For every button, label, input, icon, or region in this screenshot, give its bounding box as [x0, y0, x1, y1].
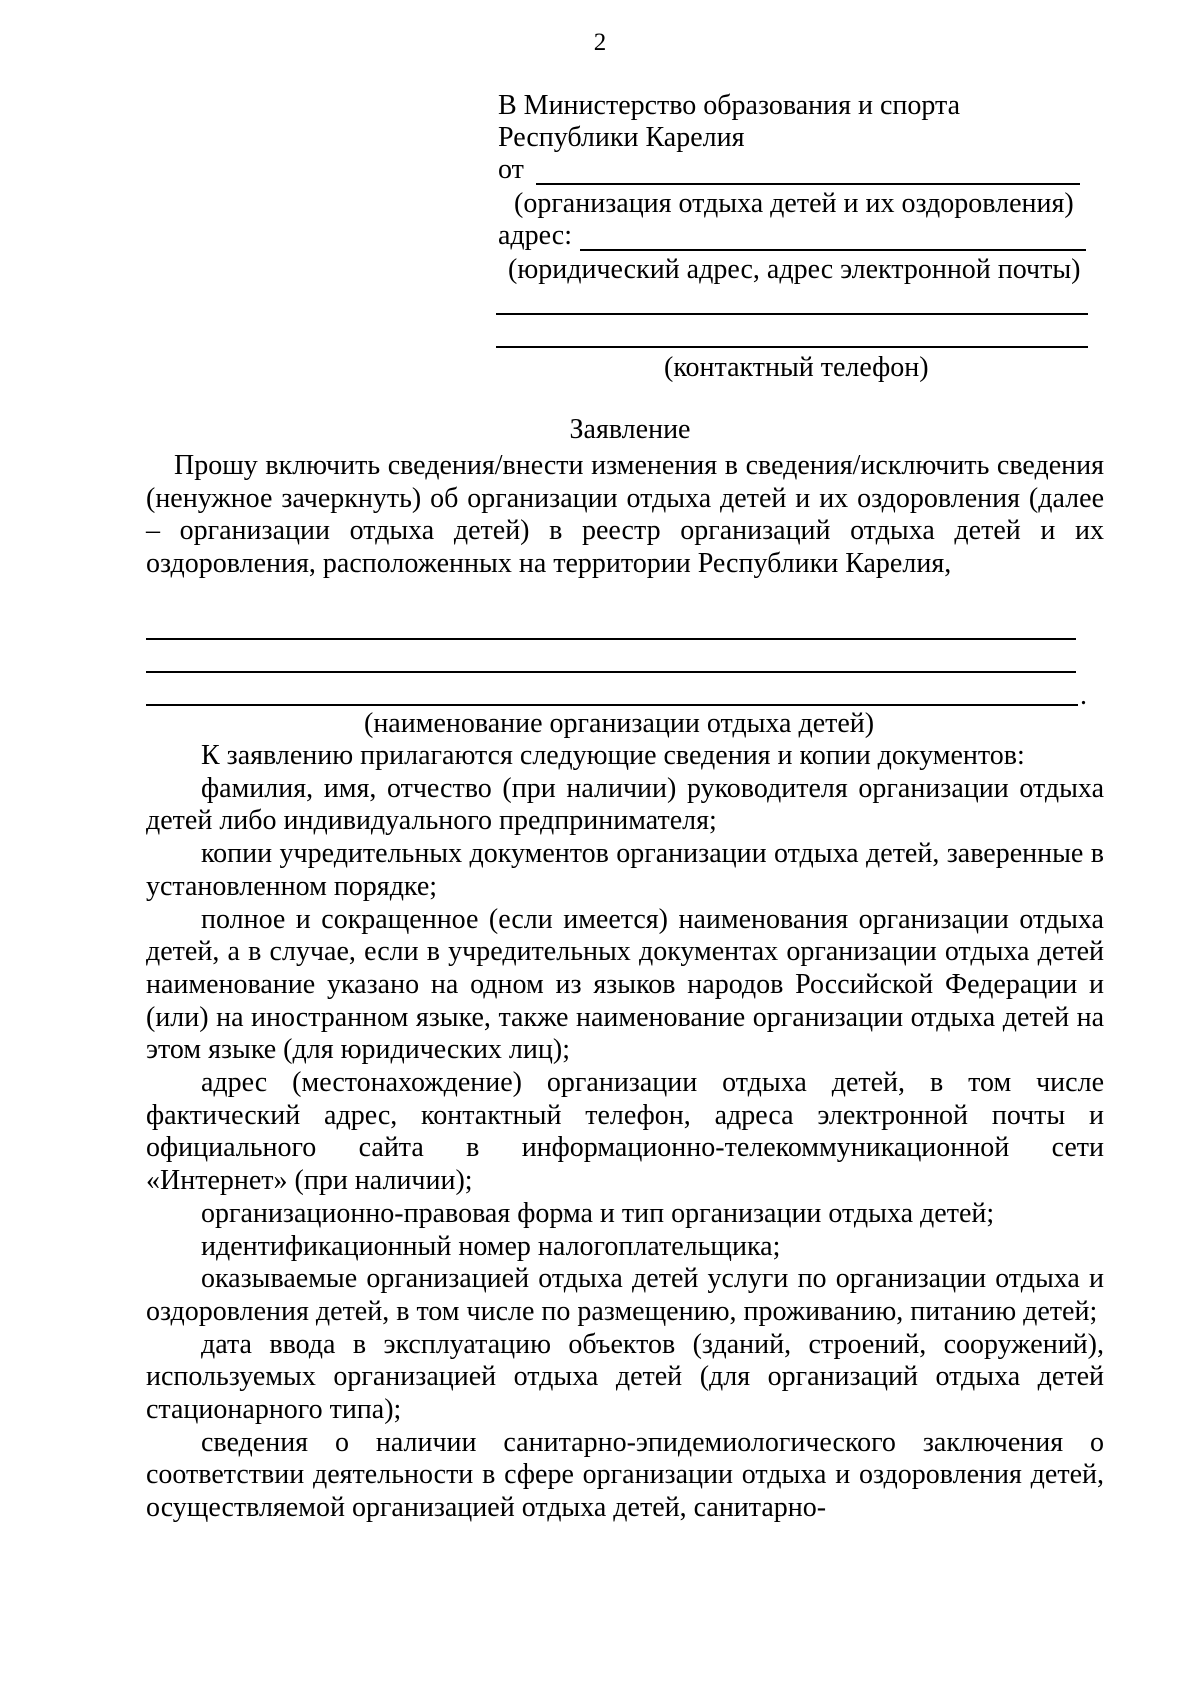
attachment-item: полное и сокращенное (если имеется) наименования организации отдыха детей, а в случае, если в учредительных документах организации отдыха детей наименование указано на одном из языков народов Российской Федерации и (или) на иностранном языке, также наименование организации отдыха детей на этом языке (для юридических лиц); — [146, 903, 1104, 1066]
address-fill-line — [580, 249, 1086, 251]
attachments-block — [146, 740, 1104, 1525]
from-fill-line — [536, 183, 1080, 185]
from-label: от — [498, 154, 524, 185]
attachment-item: адрес (местонахождение) организации отдыха детей, в том числе фактический адрес, контактный телефон, адреса электронной почты и официального сайта в информационно-телекоммуникационной сети «Интернет» (при наличии); — [146, 1067, 1104, 1197]
attachment-item: сведения о наличии санитарно-эпидемиологического заключения о соответствии деятельности в сфере организации отдыха и оздоровления детей, осуществляемой организацией отдыха детей, санитарно- — [146, 1426, 1104, 1524]
name-fill-line-2 — [146, 671, 1076, 673]
document-title: Заявление — [569, 414, 691, 445]
name-caption: (наименование организации отдыха детей) — [364, 708, 875, 739]
contact-fill-line-1 — [496, 313, 1088, 315]
attachments-intro: К заявлению прилагаются следующие сведения и копии документов: — [201, 740, 1025, 771]
recipient-line-1: В Министерство образования и спорта — [498, 90, 961, 121]
name-fill-line-1 — [146, 638, 1076, 640]
attachment-item: копии учредительных документов организации отдыха детей, заверенные в установленном порядке; — [146, 838, 1104, 902]
address-label: адрес: — [498, 220, 573, 251]
contact-fill-line-2 — [496, 346, 1088, 348]
request-paragraph-block — [146, 450, 1104, 581]
address-caption: (юридический адрес, адрес электронной почты) — [508, 254, 1081, 285]
attachment-item: дата ввода в эксплуатацию объектов (зданий, строений, сооружений), используемых организацией отдыха детей (для организаций отдыха детей стационарного типа); — [146, 1328, 1104, 1426]
page-number: 2 — [593, 29, 607, 56]
attachment-item: оказываемые организацией отдыха детей услуги по организации отдыха и оздоровления детей, в том числе по размещению, проживанию, питанию детей; — [146, 1263, 1104, 1327]
phone-caption: (контактный телефон) — [664, 352, 929, 383]
request-paragraph: Прошу включить сведения/внести изменения в сведения/исключить сведения (ненужное зачеркнуть) об организации отдыха детей и их оздоровления (далее – организации отдыха детей) в реестр организаций отдыха детей и их оздоровления, расположенных на территории Республики Карелия, — [146, 450, 1104, 580]
attachment-item: идентификационный номер налогоплательщика; — [201, 1230, 781, 1262]
attachment-item: фамилия, имя, отчество (при наличии) руководителя организации отдыха детей либо индивидуального предпринимателя; — [146, 772, 1104, 837]
name-fill-line-3 — [146, 704, 1078, 706]
name-end-mark: . — [1080, 680, 1087, 711]
recipient-line-2: Республики Карелия — [498, 122, 745, 153]
attachment-item: организационно-правовая форма и тип организации отдыха детей; — [201, 1197, 995, 1229]
from-caption: (организация отдыха детей и их оздоровления) — [514, 188, 1074, 219]
